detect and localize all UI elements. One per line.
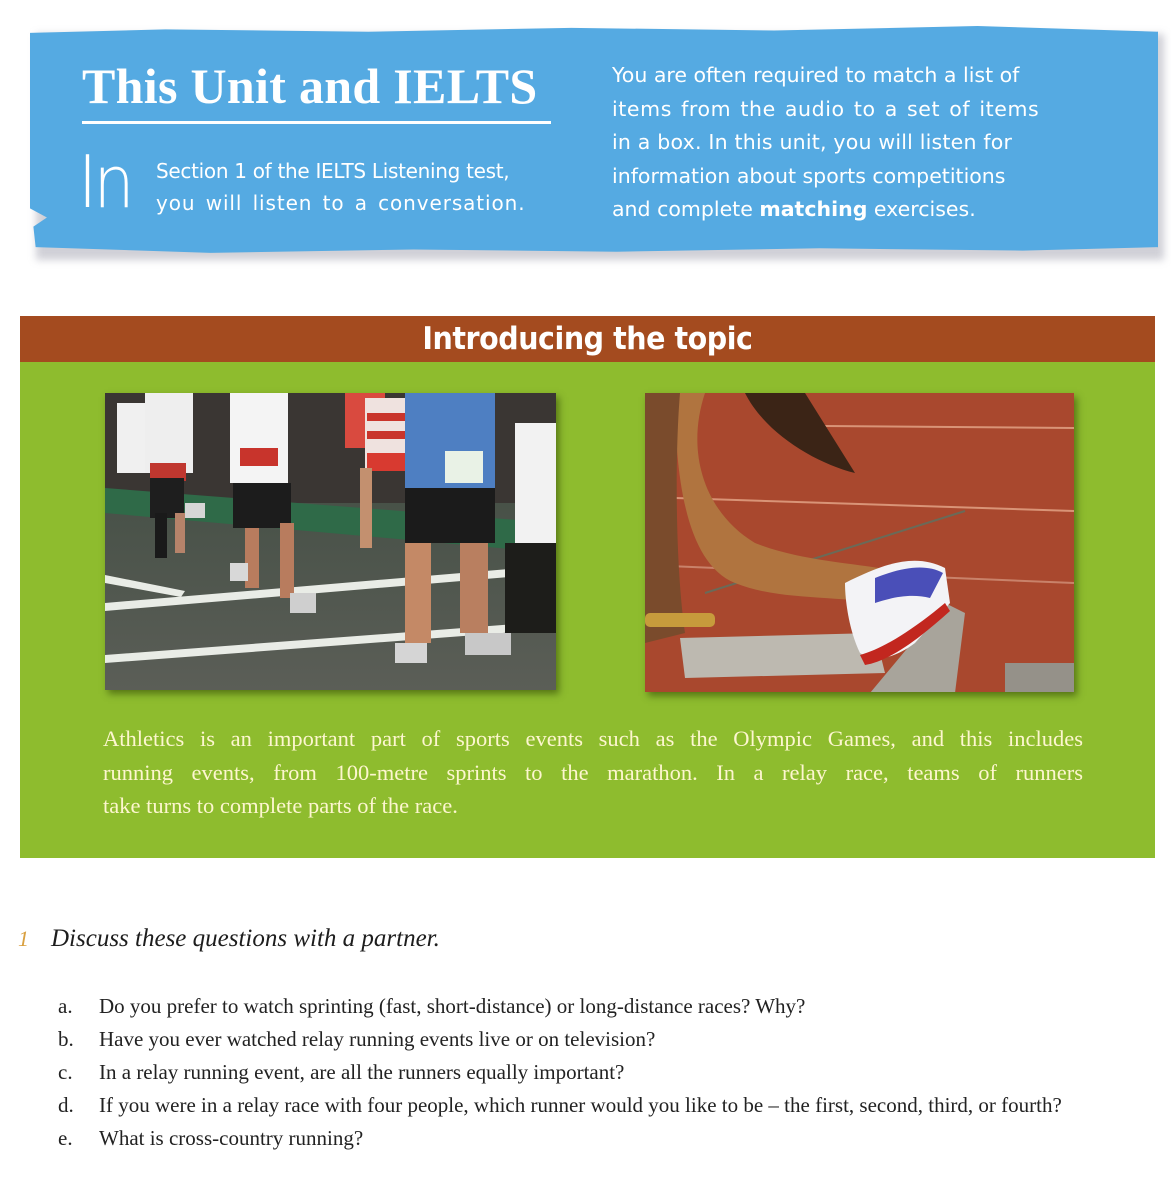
list-item [58, 1089, 1158, 1122]
question-text: Have you ever watched relay running events live or on television? [99, 1027, 656, 1051]
exercise-heading [18, 925, 440, 953]
banner-text: and complete [612, 197, 760, 221]
question-text: Do you prefer to watch sprinting (fast, short-distance) or long-distance races? Why? [99, 994, 806, 1018]
exercise-instruction: Discuss these questions with a partner. [51, 925, 440, 952]
question-list [58, 990, 1158, 1155]
banner-dropcap: In [78, 140, 131, 224]
banner-lead-line: Section 1 of the IELTS Listening test, [156, 159, 510, 183]
banner-text: exercises. [867, 197, 976, 221]
banner-description-line-last [612, 193, 1102, 227]
question-letter: d. [58, 1093, 74, 1117]
question-letter: c. [58, 1060, 73, 1084]
banner-lead-text [156, 155, 525, 219]
section-header-introducing-topic [20, 316, 1155, 362]
list-item [58, 1056, 1158, 1089]
banner-title: This Unit and IELTS [82, 58, 538, 114]
topic-caption [103, 722, 1083, 823]
list-item [58, 1023, 1158, 1056]
topic-panel [20, 362, 1155, 858]
question-text: In a relay running event, are all the runners equally important? [99, 1060, 625, 1084]
banner-description-line: You are often required to match a list of [612, 63, 1020, 87]
banner-keyword-matching: matching [759, 197, 868, 221]
question-text: If you were in a relay race with four people, which runner would you like to be – the first, second, third, or fourth? [99, 1093, 1062, 1117]
banner-lead-line: you will listen to a conversation. [156, 191, 526, 215]
marathon-runners-photo [105, 393, 556, 690]
banner-description-line: in a box. In this unit, you will listen for [612, 130, 1013, 154]
banner-description-line: items from the audio to a set of items [612, 96, 1040, 121]
sprinter-image-icon [645, 393, 1074, 692]
question-letter: b. [58, 1027, 74, 1051]
caption-line: running events, from 100-metre sprints to the marathon. In a relay race, teams of runners [103, 759, 1083, 785]
banner-description-line: information about sports competitions [612, 163, 1006, 188]
banner-divider [82, 121, 551, 124]
question-letter: e. [58, 1126, 73, 1150]
section-header-title: Introducing the topic [422, 321, 753, 357]
list-item [58, 990, 1158, 1023]
exercise-number: 1 [18, 926, 29, 951]
sprinter-starting-blocks-photo [645, 393, 1074, 692]
banner-description [612, 59, 1102, 227]
question-letter: a. [58, 994, 73, 1018]
marathon-image-icon [105, 393, 556, 690]
question-text: What is cross-country running? [99, 1126, 364, 1150]
list-item [58, 1122, 1158, 1155]
caption-line: Athletics is an important part of sports events such as the Olympic Games, and this includes [103, 726, 1083, 751]
caption-line: take turns to complete parts of the race. [103, 793, 458, 818]
